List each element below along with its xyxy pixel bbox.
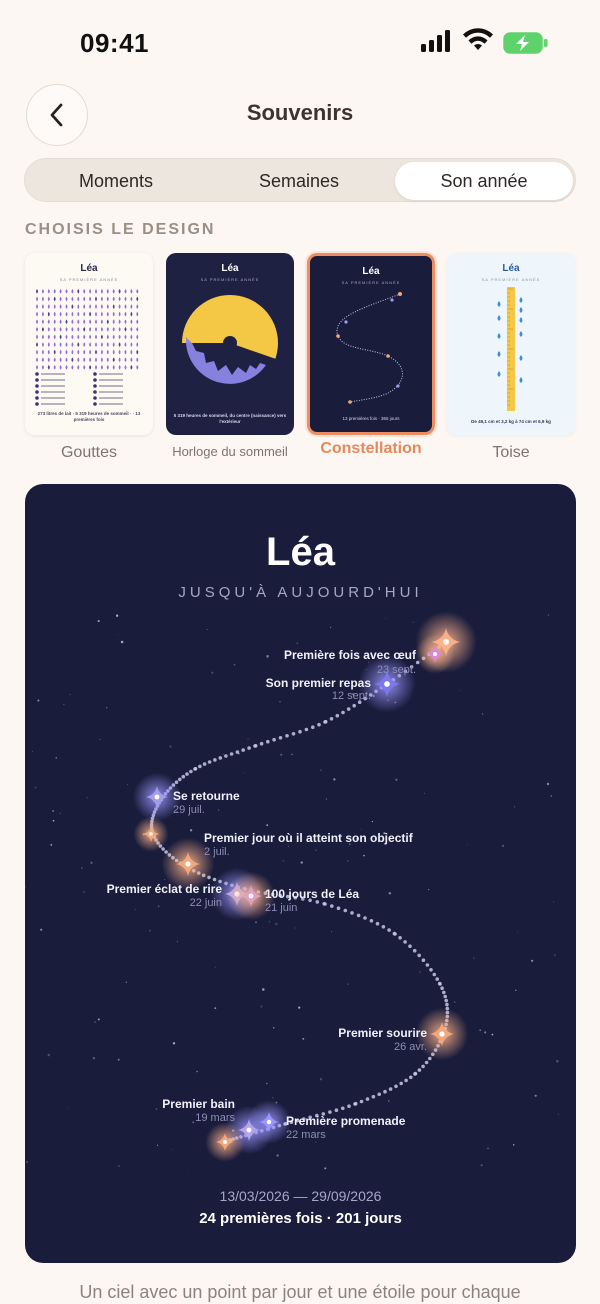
poster-name: Léa xyxy=(266,530,335,574)
constellation-thumb xyxy=(310,286,432,406)
thumb-subtitle: SA PREMIÈRE ANNÉE xyxy=(59,277,119,282)
height-ruler xyxy=(447,285,575,413)
section-label: CHOISIS LE DESIGN xyxy=(25,221,216,238)
thumb-footer: De 49,1 cm et 3,2 kg à 74 cm et 6,9 kg xyxy=(471,419,551,424)
cellular-signal-icon xyxy=(421,30,453,52)
status-bar xyxy=(0,0,600,90)
thumb-footer: 13 premières fois · 365 jours xyxy=(342,416,400,421)
poster-subtitle: JUSQU'À AUJOURD'HUI xyxy=(178,584,423,601)
milestone-label: Premier bain xyxy=(162,1097,235,1111)
milestone-date: 26 avr. xyxy=(393,1041,427,1053)
thumb-name: Léa xyxy=(362,266,380,277)
thumb-name: Léa xyxy=(502,263,520,274)
thumb-footer: 273 litres de lait · 5 319 heures de sommeil · · 13 premières fois xyxy=(37,411,141,422)
thumb-subtitle: SA PREMIÈRE ANNÉE xyxy=(341,280,401,285)
sleep-clock-chart xyxy=(166,289,294,409)
milestone-date: 2 juil. xyxy=(204,846,230,858)
wifi-icon xyxy=(462,28,494,52)
milestone-label: Première fois avec œuf xyxy=(283,648,416,662)
design-label-gouttes[interactable]: Gouttes xyxy=(60,444,118,461)
status-time: 09:41 xyxy=(80,28,149,58)
poster-summary: 24 premières fois · 201 jours xyxy=(199,1210,402,1227)
poster-date-range: 13/03/2026 — 29/09/2026 xyxy=(219,1188,382,1204)
segment-son-annee[interactable]: Son année xyxy=(395,162,573,200)
design-card-constellation[interactable] xyxy=(307,253,435,435)
milestone-date: 29 juil. xyxy=(173,804,205,816)
milestone-date: 23 sept. xyxy=(376,664,416,676)
thumb-name: Léa xyxy=(80,263,98,274)
thumb-legend xyxy=(34,371,146,407)
page-title: Souvenirs xyxy=(246,100,354,125)
design-label-toise[interactable]: Toise xyxy=(492,444,530,461)
battery-charging-icon xyxy=(503,32,549,54)
milestone-label: Son premier repas xyxy=(265,676,371,690)
milestone-date: 22 juin xyxy=(189,897,222,909)
milestone-date: 12 sept. xyxy=(331,690,371,702)
milestone-date: 22 mars xyxy=(286,1129,326,1141)
milestone-label: Premier sourire xyxy=(338,1026,427,1040)
thumb-name: Léa xyxy=(221,263,239,274)
milestone-date: 19 mars xyxy=(195,1112,235,1124)
design-card-toise[interactable] xyxy=(447,253,575,435)
milestone-label: Premier jour où il atteint son objectif xyxy=(204,831,413,845)
constellation-poster xyxy=(25,484,576,1263)
milestone-label: Se retourne xyxy=(173,789,240,803)
thumb-subtitle: SA PREMIÈRE ANNÉE xyxy=(481,277,541,282)
design-label-constellation[interactable]: Constellation xyxy=(320,440,422,457)
thumb-subtitle: SA PREMIÈRE ANNÉE xyxy=(200,277,260,282)
milestone-label: 100 jours de Léa xyxy=(265,887,360,901)
milestone-label: Première promenade xyxy=(286,1114,406,1128)
milestone-date: 21 juin xyxy=(265,902,298,914)
design-card-horloge[interactable] xyxy=(166,253,294,435)
segment-semaines[interactable]: Semaines xyxy=(258,171,340,191)
design-card-gouttes[interactable] xyxy=(25,253,153,435)
segment-moments[interactable]: Moments xyxy=(78,171,154,191)
milestone-label: Premier éclat de rire xyxy=(106,882,222,896)
view-segmented-control xyxy=(24,158,576,202)
thumb-footer: 5 319 heures de sommeil, du centre (naissance) vers l'extérieur xyxy=(173,413,287,424)
design-label-horloge[interactable]: Horloge du sommeil xyxy=(172,444,288,459)
drops-grid xyxy=(25,285,153,371)
design-description: Un ciel avec un point par jour et une étoile pour chaque xyxy=(79,1282,521,1302)
